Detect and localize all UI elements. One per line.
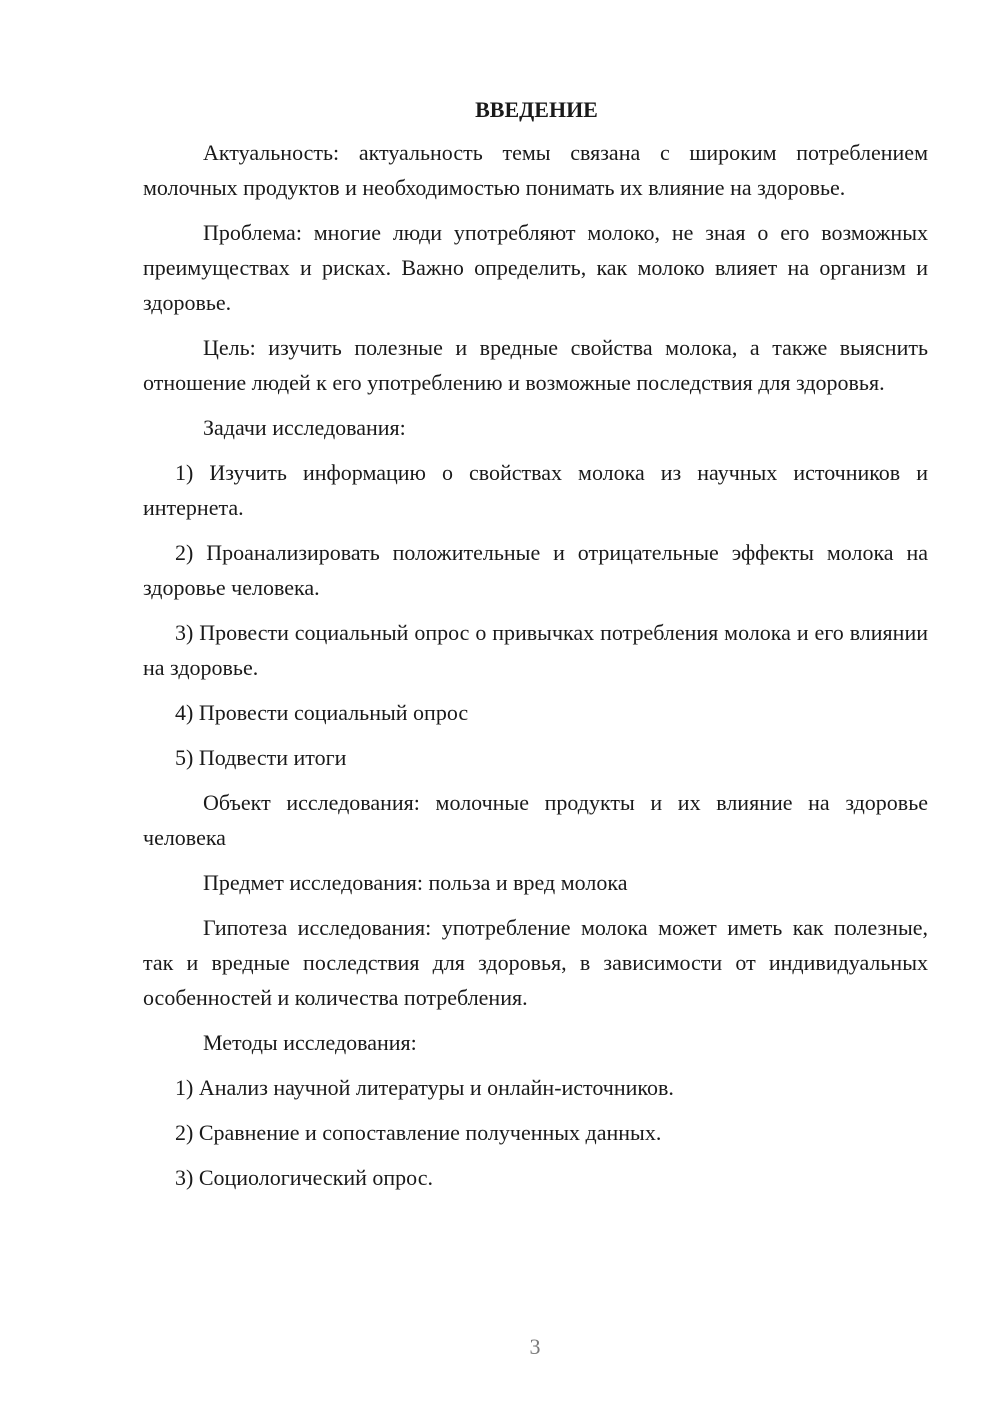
task-item-2: 2) Проанализировать положительные и отрицательные эффекты молока на здоровье человека. bbox=[143, 540, 928, 600]
task-item-4: 4) Провести социальный опрос bbox=[175, 700, 469, 725]
paragraph-subject: Предмет исследования: польза и вред молока bbox=[203, 870, 628, 895]
paragraph-object: Объект исследования: молочные продукты и их влияние на здоровье человека bbox=[143, 790, 928, 850]
method-item-3: 3) Социологический опрос. bbox=[175, 1165, 433, 1190]
document-body bbox=[143, 92, 928, 1205]
task-item-5: 5) Подвести итоги bbox=[175, 745, 347, 770]
paragraph-relevance: Актуальность: актуальность темы связана с широким потреблением молочных продуктов и необходимостью понимать их влияние на здоровье. bbox=[143, 140, 928, 200]
method-item-1: 1) Анализ научной литературы и онлайн-источников. bbox=[175, 1075, 674, 1100]
tasks-heading: Задачи исследования: bbox=[203, 415, 406, 440]
paragraph-goal: Цель: изучить полезные и вредные свойства молока, а также выяснить отношение людей к его употреблению и возможные последствия для здоровья. bbox=[143, 335, 928, 395]
method-item-2: 2) Сравнение и сопоставление полученных данных. bbox=[175, 1120, 662, 1145]
task-item-1: 1) Изучить информацию о свойствах молока из научных источников и интернета. bbox=[143, 460, 928, 520]
task-item-3: 3) Провести социальный опрос о привычках потребления молока и его влиянии на здоровье. bbox=[143, 620, 928, 680]
page-number: 3 bbox=[529, 1334, 541, 1359]
paragraph-problem: Проблема: многие люди употребляют молоко, не зная о его возможных преимуществах и рисках. Важно определить, как молоко влияет на организм и здоровье. bbox=[143, 220, 928, 315]
section-title: ВВЕДЕНИЕ bbox=[475, 97, 598, 122]
paragraph-hypothesis: Гипотеза исследования: употребление молока может иметь как полезные, так и вредные последствия для здоровья, в зависимости от индивидуальных особенностей и количества потребления. bbox=[143, 915, 928, 1010]
methods-heading: Методы исследования: bbox=[203, 1030, 417, 1055]
